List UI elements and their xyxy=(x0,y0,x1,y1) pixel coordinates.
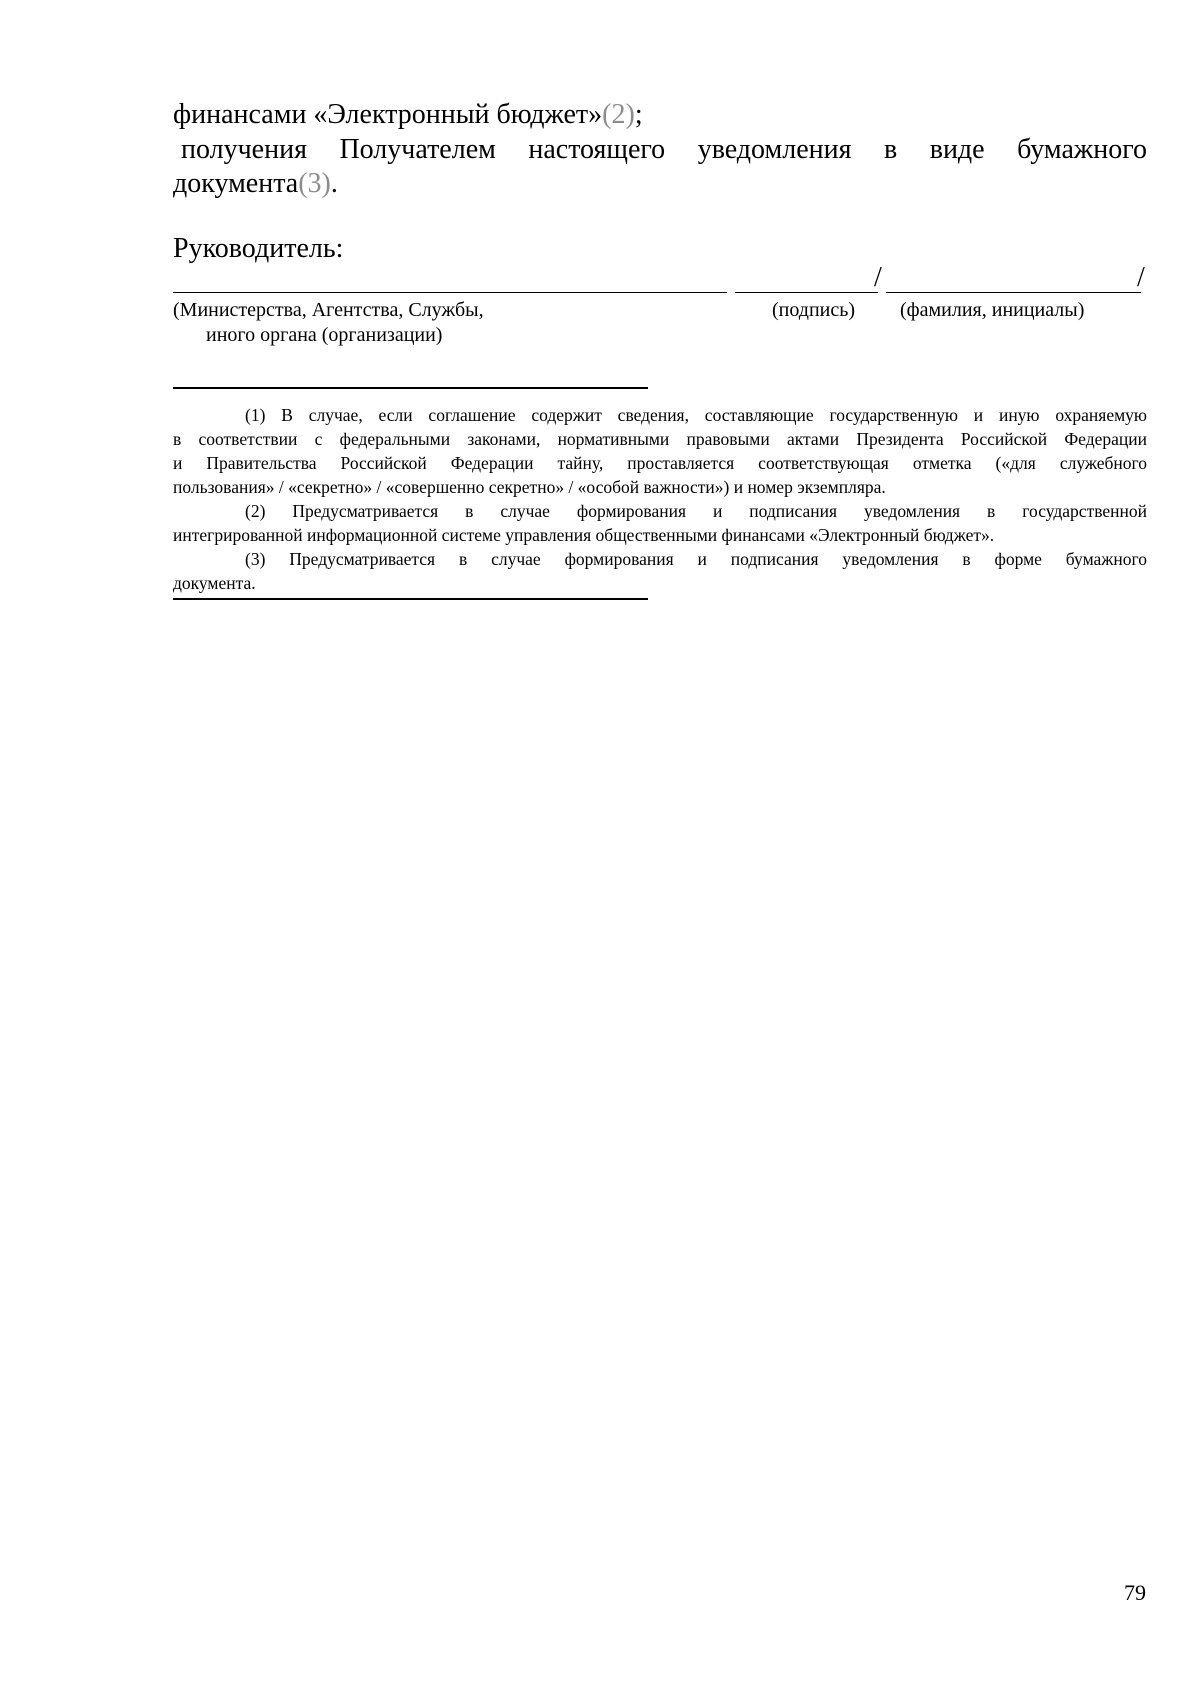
footnote-1-line-2: в соответствии с федеральными законами, нормативными правовыми актами Президента Российской Федерации xyxy=(173,429,1147,449)
footnotes xyxy=(173,403,1147,595)
footnote-3 xyxy=(173,547,1147,571)
body-line-3-text: документа xyxy=(173,168,299,199)
footnote-2 xyxy=(173,499,1147,523)
footnote-3-line-2: документа. xyxy=(173,573,256,593)
signature-label: (подпись) xyxy=(772,299,856,321)
signature-heading: Руководитель: xyxy=(173,233,344,264)
body-line-1 xyxy=(173,99,643,131)
body-line-2: получения Получателем настоящего уведомления в виде бумажного xyxy=(181,134,1147,165)
org-label: (Министерства, Агентства, Службы, xyxy=(173,299,484,321)
body-line-3-end: . xyxy=(330,168,338,199)
org-label-line-2: иного органа (организации) xyxy=(206,324,443,346)
signature-slash-right: / xyxy=(1137,262,1145,293)
footnote-ref-2[interactable]: (2) xyxy=(602,99,635,130)
body-line-1-text: финансами «Электронный бюджет» xyxy=(173,99,603,130)
name-signature-line xyxy=(886,292,1141,293)
page-number: 79 xyxy=(1124,1580,1146,1605)
signature-line xyxy=(735,292,878,293)
footnote-separator-top xyxy=(173,387,648,389)
footnote-1-line-1: (1) В случае, если соглашение содержит сведения, составляющие государственную и иную охраняемую xyxy=(245,405,1147,425)
org-signature-line xyxy=(173,292,727,293)
footnote-2-line-2: интегрированной информационной системе управления общественными финансами «Электронный бюджет». xyxy=(173,525,995,545)
footnote-1 xyxy=(173,403,1147,427)
footnote-2-line-1: (2) Предусматривается в случае формирования и подписания уведомления в государственной xyxy=(245,501,1147,521)
footnote-1-line-4: пользования» / «секретно» / «совершенно секретно» / «особой важности») и номер экземпляра. xyxy=(173,477,886,497)
footnote-separator-bottom xyxy=(173,598,648,600)
footnote-3-line-1: (3) Предусматривается в случае формирования и подписания уведомления в форме бумажного xyxy=(245,549,1147,569)
signature-slash-left: / xyxy=(874,262,882,293)
footnote-ref-3[interactable]: (3) xyxy=(298,168,331,199)
body-line-3 xyxy=(173,168,338,200)
name-label: (фамилия, инициалы) xyxy=(900,299,1085,321)
body-line-1-end: ; xyxy=(634,99,643,130)
footnote-1-line-3: и Правительства Российской Федерации тайну, проставляется соответствующая отметка («для служебного xyxy=(173,453,1147,473)
